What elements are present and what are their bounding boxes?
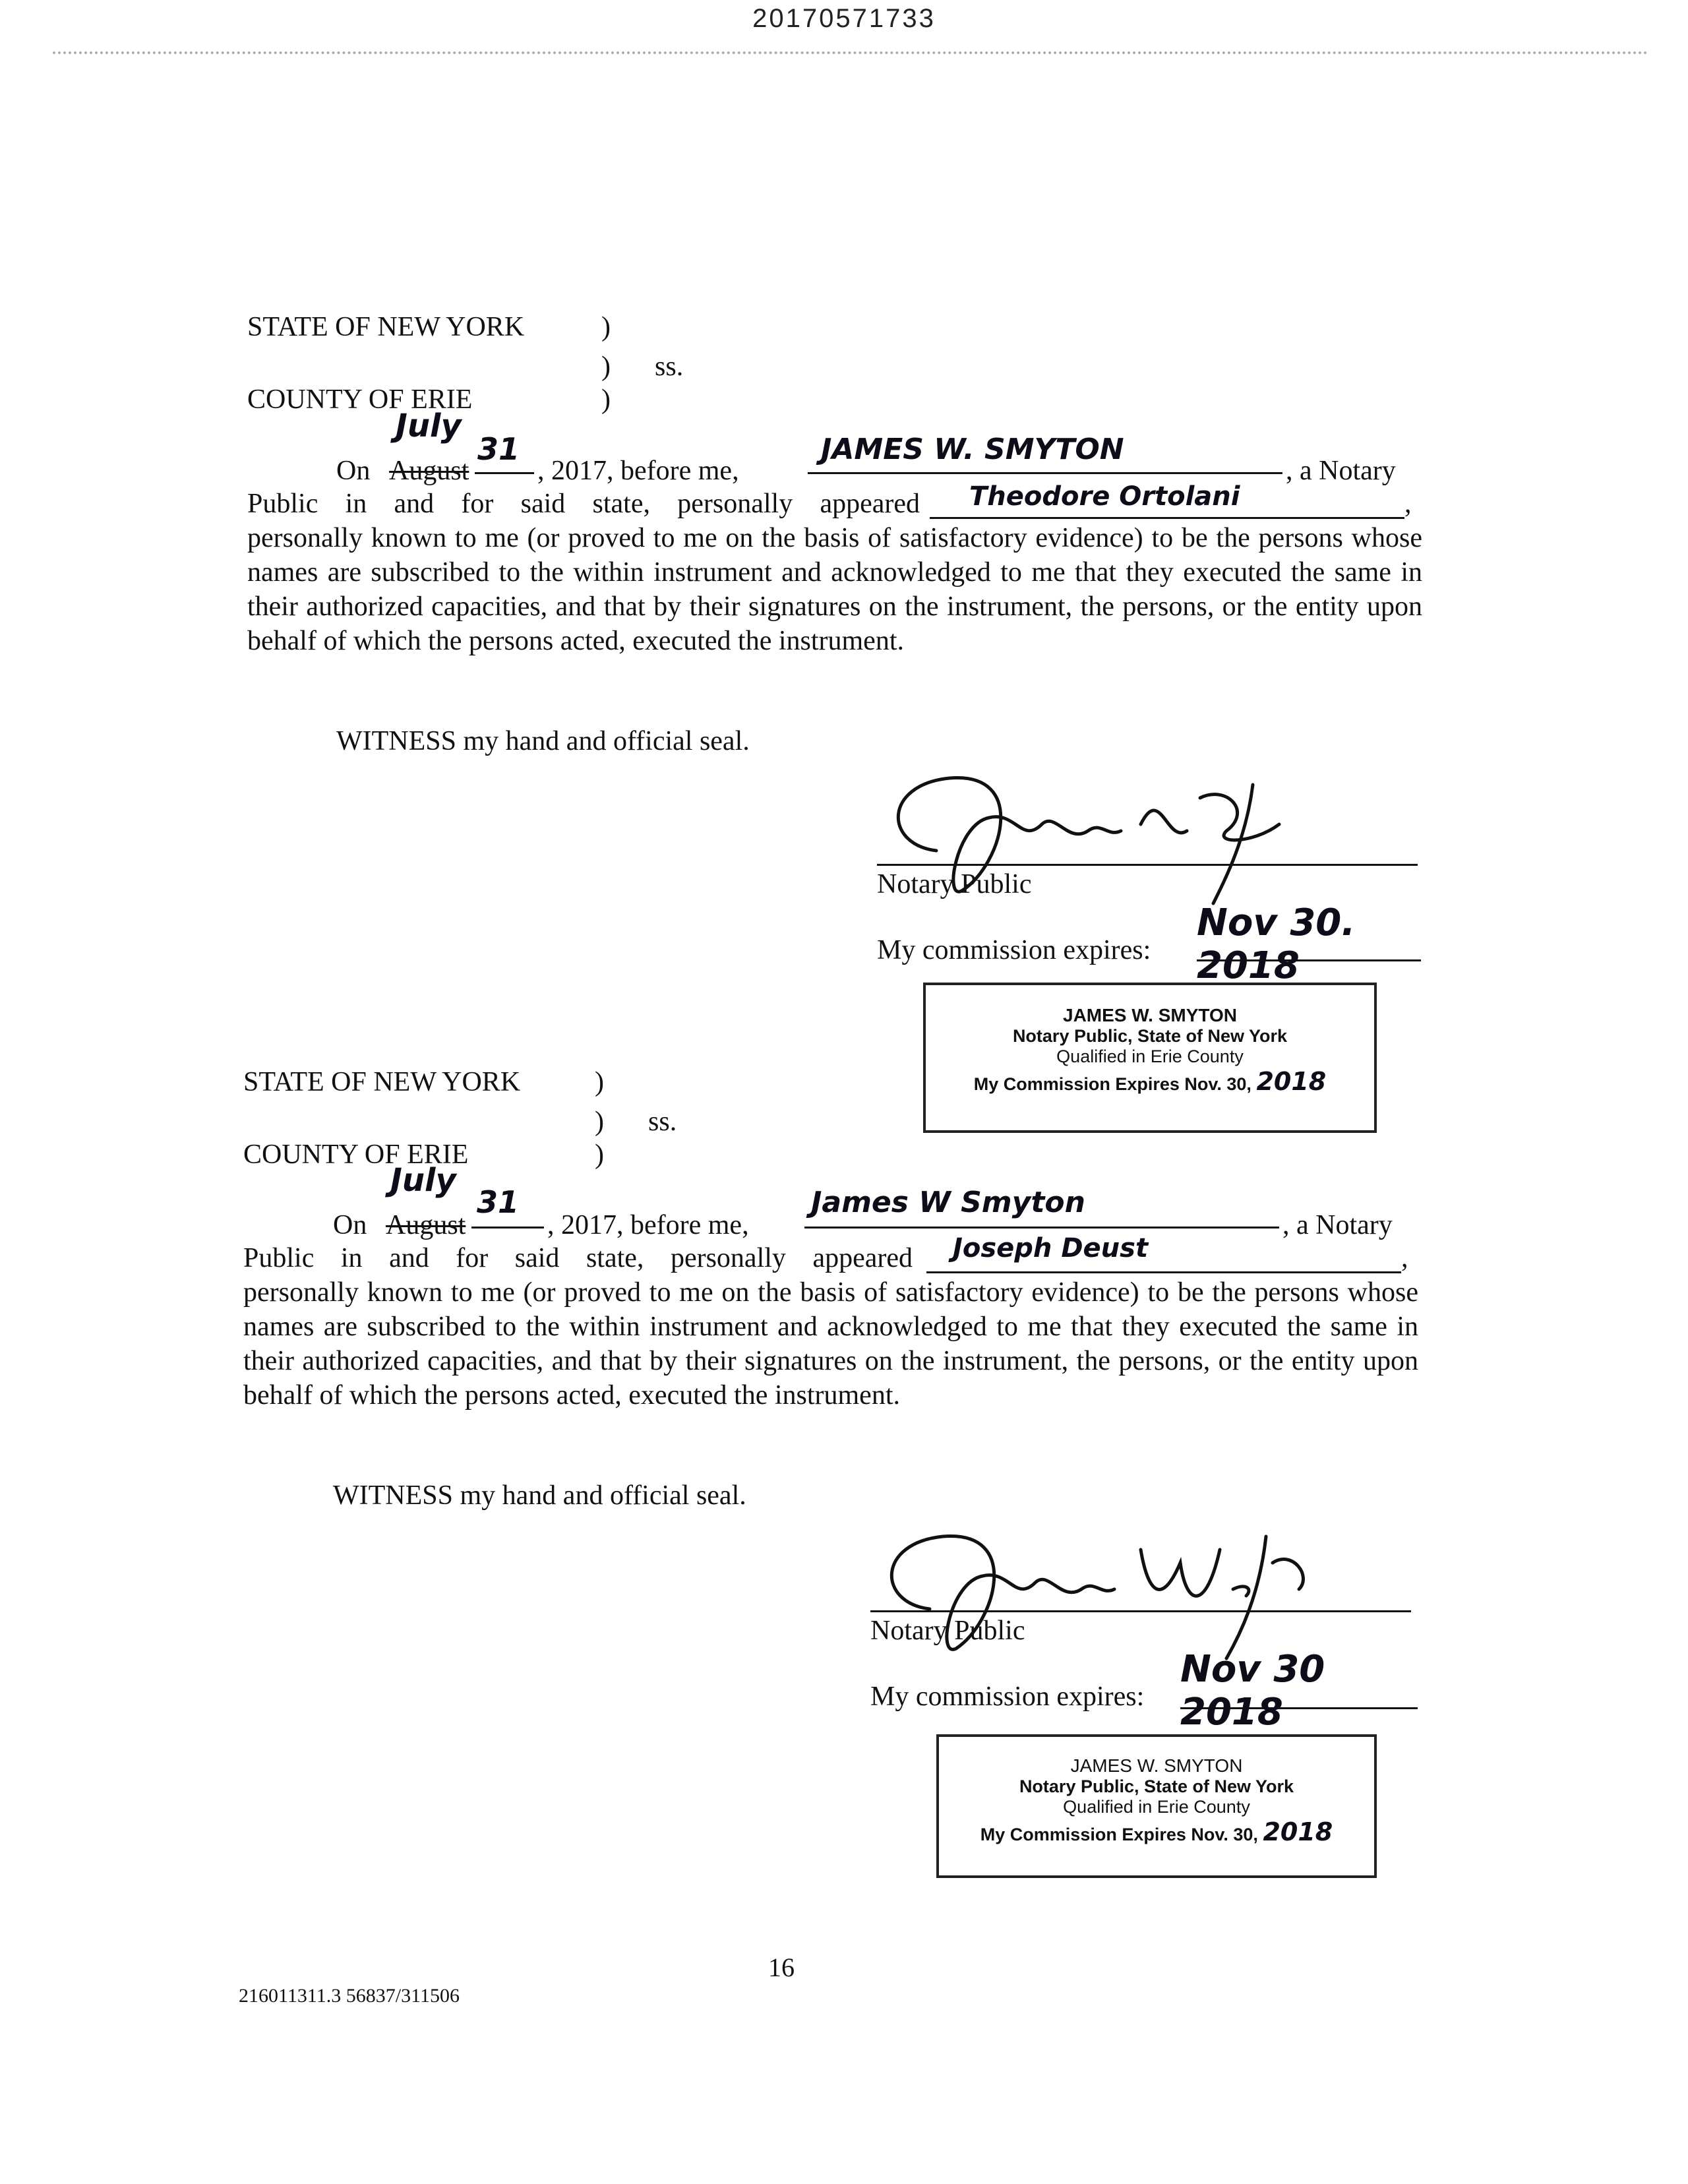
venue-state: STATE OF NEW YORK <box>247 312 525 342</box>
commission-field <box>1180 1648 1418 1734</box>
notary-public-label: Notary Public <box>870 1616 1025 1646</box>
acknowledgment-body: personally known to me (or proved to me on the basis of satisfactory evidence) to be the persons whose names are subscribed to the within instrument and acknowledged to me that they executed the same in their authorized capacities, and that by their signatures on the instrument, the persons, or the entity upon behalf of which the persons acted, executed the instrument. <box>243 1277 1418 1410</box>
notary-name-field <box>804 1186 1279 1228</box>
handwritten-month: July <box>396 408 462 444</box>
struck-month: August <box>386 1210 466 1240</box>
notary-stamp <box>923 983 1377 1133</box>
notary-public-label: Notary Public <box>877 869 1032 899</box>
document-id-footer: 216011311.3 56837/311506 <box>239 1985 460 2007</box>
stamp-name: JAMES W. SMYTON <box>1063 1005 1237 1025</box>
handwritten-month: July <box>390 1162 456 1199</box>
comma: , <box>1401 1243 1408 1273</box>
notary-name-field <box>808 435 1282 474</box>
venue-ss: ss. <box>648 1107 677 1137</box>
venue-county: COUNTY OF ERIE <box>243 1139 469 1170</box>
stamp-county: Qualified in Erie County <box>1063 1797 1250 1817</box>
handwritten-day: 31 <box>477 1184 520 1220</box>
stamp-year-handwritten: 2018 <box>1263 1817 1333 1846</box>
day-field <box>475 431 534 474</box>
venue-ss: ss. <box>655 351 684 382</box>
a-notary-label: , a Notary <box>1286 456 1396 486</box>
venue-paren: ) <box>595 1107 604 1137</box>
handwritten-day: 31 <box>477 431 520 467</box>
notary-stamp <box>936 1734 1377 1878</box>
venue-county: COUNTY OF ERIE <box>247 384 473 415</box>
appeared-field <box>926 1233 1401 1273</box>
a-notary-label: , a Notary <box>1282 1210 1393 1240</box>
public-line-prefix: Public in and for said state, personally appeared <box>247 489 920 519</box>
commission-field <box>1197 901 1421 987</box>
handwritten-commission-date: Nov 30. 2018 <box>1197 901 1356 987</box>
year-text: , 2017, before me, <box>547 1210 749 1240</box>
handwritten-notary-name: JAMES W. SMYTON <box>821 433 1124 466</box>
handwritten-appeared: Theodore Ortolani <box>969 481 1240 512</box>
on-label: On <box>333 1210 367 1240</box>
stamp-county: Qualified in Erie County <box>1056 1046 1244 1066</box>
scan-artifact-line <box>53 51 1648 58</box>
on-label: On <box>336 456 371 486</box>
struck-month: August <box>389 456 469 486</box>
venue-paren: ) <box>601 312 611 342</box>
day-field <box>471 1184 544 1228</box>
handwritten-commission-date: Nov 30 2018 <box>1180 1648 1325 1734</box>
comma: , <box>1404 489 1412 519</box>
acknowledgment-body: personally known to me (or proved to me on the basis of satisfactory evidence) to be the persons whose names are subscribed to the within instrument and acknowledged to me that they executed the same in their authorized capacities, and that by their signatures on the instrument, the persons, or the entity upon behalf of which the persons acted, executed the instrument. <box>247 523 1422 656</box>
stamp-expires: My Commission Expires Nov. 30, 2018 <box>980 1817 1333 1846</box>
stamp-name: JAMES W. SMYTON <box>1070 1755 1243 1776</box>
witness-line: WITNESS my hand and official seal. <box>333 1480 746 1511</box>
public-line-prefix: Public in and for said state, personally appeared <box>243 1243 913 1273</box>
handwritten-appeared: Joseph Deust <box>953 1233 1149 1263</box>
venue-paren: ) <box>595 1067 604 1097</box>
handwritten-notary-name: James W Smyton <box>811 1186 1085 1219</box>
commission-label: My commission expires: <box>870 1682 1145 1712</box>
appeared-field <box>930 483 1404 519</box>
document-number: 20170571733 <box>752 4 936 33</box>
stamp-title: Notary Public, State of New York <box>1019 1776 1294 1796</box>
venue-paren: ) <box>601 384 611 415</box>
year-text: , 2017, before me, <box>537 456 739 486</box>
venue-paren: ) <box>601 351 611 382</box>
stamp-year-handwritten: 2018 <box>1256 1067 1327 1096</box>
page-number: 16 <box>768 1953 795 1982</box>
venue-paren: ) <box>595 1139 604 1170</box>
stamp-title: Notary Public, State of New York <box>1012 1026 1288 1046</box>
signature-line <box>870 1610 1411 1612</box>
witness-line: WITNESS my hand and official seal. <box>336 726 750 756</box>
stamp-expires: My Commission Expires Nov. 30, 2018 <box>973 1067 1327 1096</box>
venue-state: STATE OF NEW YORK <box>243 1067 521 1097</box>
signature-line <box>877 864 1418 866</box>
commission-label: My commission expires: <box>877 935 1151 965</box>
